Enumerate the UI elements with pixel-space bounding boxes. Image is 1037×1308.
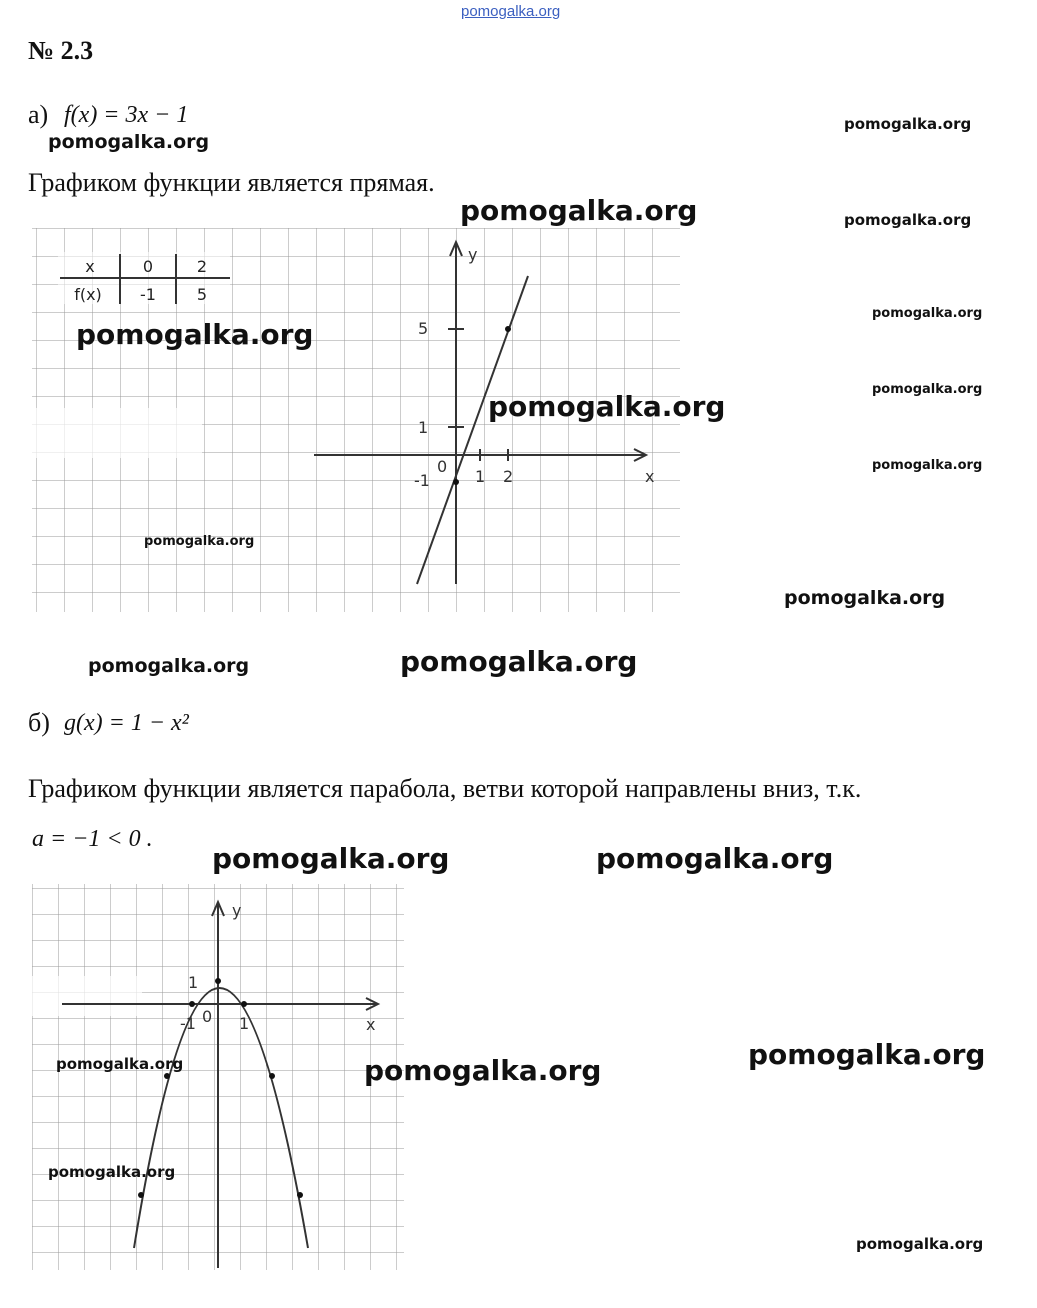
point-0-minus1	[453, 479, 459, 485]
watermark: pomogalka.org	[872, 382, 983, 397]
watermark: pomogalka.org	[56, 1055, 184, 1073]
part-b-condition: a = −1 < 0 .	[32, 826, 153, 852]
table-cell-x-1: 2	[196, 257, 208, 276]
watermark: pomogalka.org	[872, 458, 983, 473]
watermark: pomogalka.org	[144, 534, 255, 549]
watermark: pomogalka.org	[48, 1163, 176, 1181]
y-axis-label-b: y	[232, 901, 242, 920]
point-b-minus1-0	[189, 1001, 195, 1007]
watermark: pomogalka.org	[76, 318, 314, 351]
watermark: pomogalka.org	[48, 131, 210, 153]
problem-number: № 2.3	[28, 36, 94, 65]
x-axis-label-b: x	[366, 1015, 376, 1034]
graph-b	[32, 884, 404, 1270]
x-tick-1-b: 1	[239, 1014, 250, 1033]
part-a-description: Графиком функции является прямая.	[28, 168, 435, 197]
part-a-formula: f(x) = 3x − 1	[64, 102, 189, 128]
watermark: pomogalka.org	[784, 587, 946, 609]
y-tick-1-a: 1	[418, 418, 429, 437]
watermark: pomogalka.org	[748, 1038, 986, 1071]
table-header-fx: f(x)	[74, 285, 102, 304]
x-tick-2-a: 2	[503, 467, 514, 486]
origin-label-a: 0	[437, 457, 448, 476]
point-b-0-1	[215, 978, 221, 984]
y-tick-1-b: 1	[188, 973, 199, 992]
part-a-label: а)	[28, 100, 49, 129]
part-b-formula: g(x) = 1 − x²	[64, 710, 189, 736]
point-b-3-minus8	[297, 1192, 303, 1198]
table-cell-fx-0: -1	[140, 285, 156, 304]
y-axis-label-a: y	[468, 245, 478, 264]
watermark: pomogalka.org	[400, 645, 638, 678]
graph-b-svg	[32, 884, 404, 1270]
x-tick-minus1-b: -1	[180, 1014, 196, 1033]
watermark: pomogalka.org	[844, 211, 972, 229]
origin-label-b: 0	[202, 1007, 213, 1026]
watermark: pomogalka.org	[856, 1235, 984, 1253]
point-b-2-minus3	[269, 1073, 275, 1079]
point-b-minus2-minus3	[164, 1073, 170, 1079]
value-table	[58, 252, 230, 304]
table-cell-fx-1: 5	[196, 285, 208, 304]
header-watermark[interactable]: pomogalka.org	[461, 3, 561, 20]
watermark: pomogalka.org	[872, 306, 983, 321]
watermark: pomogalka.org	[460, 194, 698, 227]
watermark: pomogalka.org	[844, 115, 972, 133]
y-tick-5-a: 5	[418, 319, 429, 338]
watermark: pomogalka.org	[488, 390, 726, 423]
x-axis-label-a: x	[645, 467, 655, 486]
point-b-1-0	[241, 1001, 247, 1007]
table-header-x: x	[85, 257, 95, 276]
watermark: pomogalka.org	[212, 842, 450, 875]
y-tick-minus1-a: -1	[414, 471, 430, 490]
point-2-5	[505, 326, 511, 332]
watermark: pomogalka.org	[596, 842, 834, 875]
table-cell-x-0: 0	[142, 257, 154, 276]
x-tick-1-a: 1	[475, 467, 486, 486]
watermark: pomogalka.org	[88, 655, 250, 677]
watermark: pomogalka.org	[364, 1054, 602, 1087]
part-b-description: Графиком функции является парабола, ветви которой направлены вниз, т.к.	[28, 774, 862, 803]
part-b-label: б)	[28, 708, 50, 737]
point-b-minus3-minus8	[138, 1192, 144, 1198]
